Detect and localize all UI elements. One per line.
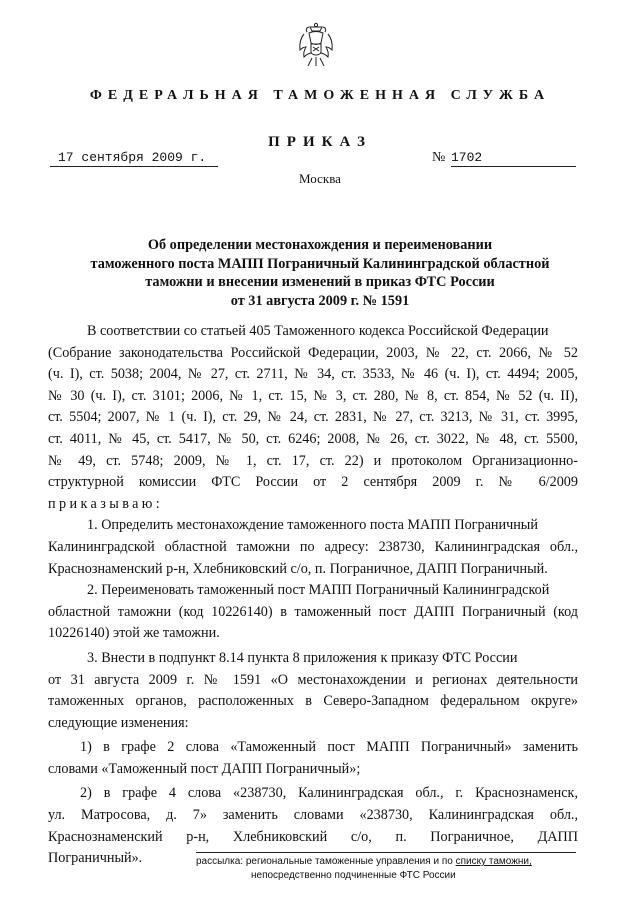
heading-line: Об определении местонахождения и переименовании bbox=[147, 237, 493, 253]
item-3-line: таможенных органов, расположенных в Северо-Западном федеральном округе» bbox=[48, 693, 578, 710]
russian-coat-of-arms-icon bbox=[296, 22, 336, 70]
preamble-line: структурной комиссии ФТС России от 2 сентября 2009 г. № 6/2009 bbox=[48, 474, 578, 491]
item-1-line: Краснознаменский р-н, Хлебниковский с/о, п. Пограничное, ДАПП Пограничный. bbox=[48, 560, 548, 577]
preamble-line: № 49, ст. 5748; 2009, № 1, ст. 17, ст. 22) и протоколом Организационно- bbox=[48, 452, 578, 469]
order-date: 17 сентября 2009 г. bbox=[50, 149, 218, 167]
mailing-line-2: непосредственно подчиненные ФТС России bbox=[251, 870, 456, 881]
order-number: 1702 bbox=[451, 149, 576, 167]
order-body bbox=[48, 321, 578, 870]
subitem-2-line: 2) в графе 4 слова «238730, Калининградская обл., г. Краснознаменск, bbox=[80, 785, 578, 802]
heading-line: таможни и внесении изменений в приказ ФТС России bbox=[145, 274, 495, 290]
number-sign: № bbox=[432, 150, 446, 165]
mailing-list-note bbox=[196, 852, 576, 883]
preamble-line: (ч. I), ст. 5038; 2004, № 27, ст. 2711, № 34, ст. 3533, № 46 (ч. I), ст. 4494; 2005, bbox=[48, 366, 578, 383]
document-type-title: ПРИКАЗ bbox=[268, 134, 372, 150]
item-2-line: 10226140) этой же таможни. bbox=[48, 625, 220, 642]
mailing-link: списку таможни, bbox=[455, 856, 532, 867]
mailing-prefix: рассылка: региональные таможенные управления и по bbox=[196, 856, 456, 867]
subitem-2-line: Пограничный». bbox=[48, 850, 143, 867]
preamble-line: ст. 4011, № 45, ст. 5417, № 50, ст. 6246; 2008, № 26, ст. 3022, № 48, ст. 5500, bbox=[48, 430, 578, 447]
preamble-line: В соответствии со статьей 405 Таможенного кодекса Российской Федерации bbox=[87, 323, 549, 339]
heading-line: от 31 августа 2009 г. № 1591 bbox=[230, 292, 410, 309]
subitem-1-line: 1) в графе 2 слова «Таможенный пост МАПП Пограничный» заменить bbox=[80, 739, 578, 756]
order-heading bbox=[60, 236, 580, 310]
preamble-line: ст. 5504; 2007, № 1 (ч. I), ст. 29, № 24, ст. 2831, № 27, ст. 3213, № 31, ст. 3995, bbox=[48, 409, 578, 426]
item-2-line: 2. Переименовать таможенный пост МАПП Пограничный Калининградской bbox=[87, 582, 550, 599]
subitem-2-line: ул. Матросова, д. 7» заменить словами «238730, Калининградская обл., bbox=[48, 807, 578, 824]
preamble-line: (Собрание законодательства Российской Федерации, 2003, № 22, ст. 2066, № 52 bbox=[48, 344, 578, 361]
item-1-line: Калининградской областной таможни по адресу: 238730, Калининградская обл., bbox=[48, 538, 578, 555]
heading-line: таможенного поста МАПП Пограничный Калининградской областной bbox=[90, 255, 550, 272]
subitem-1-line: словами «Таможенный пост ДАПП Пограничный»; bbox=[48, 760, 361, 777]
order-word: приказываю: bbox=[48, 495, 164, 512]
item-3-line: 3. Внести в подпункт 8.14 пункта 8 приложения к приказу ФТС России bbox=[87, 649, 518, 666]
item-1-line: 1. Определить местонахождение таможенного поста МАПП Пограничный bbox=[87, 517, 538, 534]
preamble-line: № 30 (ч. I), ст. 3101; 2006, № 1, ст. 15, № 3, ст. 280, № 8, ст. 854, № 52 (ч. II), bbox=[48, 387, 578, 404]
subitem-2-line: Краснознаменский р-н, Хлебниковский с/о, п. Пограничное, ДАПП bbox=[48, 828, 578, 845]
item-3-line: следующие изменения: bbox=[48, 714, 189, 731]
agency-name: ФЕДЕРАЛЬНАЯ ТАМОЖЕННАЯ СЛУЖБА bbox=[89, 88, 551, 103]
item-2-line: областной таможни (код 10226140) в таможенный пост ДАПП Пограничный (код bbox=[48, 603, 578, 620]
item-3-line: от 31 августа 2009 г. № 1591 «О местонахождении и регионах деятельности bbox=[48, 671, 578, 688]
city-label: Москва bbox=[299, 171, 341, 186]
